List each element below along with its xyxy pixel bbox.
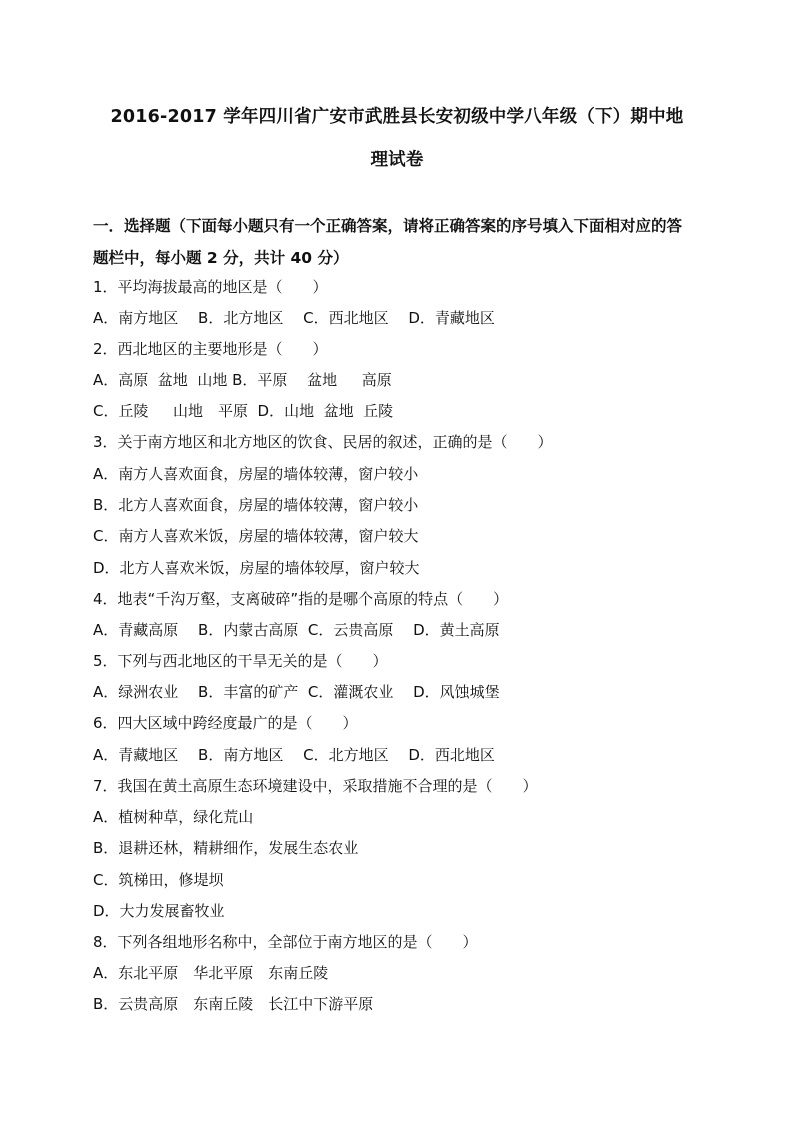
exam-title-line-2: 理试卷 (370, 150, 424, 170)
question-5-options: A．绿洲农业 B．丰富的矿产 C．灌溉农业 D．风蚀城堡 (93, 683, 500, 701)
question-3-option-d: D．北方人喜欢米饭，房屋的墙体较厚，窗户较大 (93, 559, 420, 577)
section-heading-line-2: 题栏中，每小题 2 分，共计 40 分） (93, 249, 349, 267)
question-8-option-a: A．东北平原 华北平原 东南丘陵 (93, 964, 329, 982)
question-2-options-cd: C．丘陵 山地 平原 D．山地 盆地 丘陵 (93, 402, 394, 420)
question-7-option-d: D．大力发展畜牧业 (93, 902, 225, 920)
question-7-option-c: C．筑梯田，修堤坝 (93, 871, 224, 889)
question-7-option-b: B．退耕还林，精耕细作，发展生态农业 (93, 839, 359, 857)
question-3-option-b: B．北方人喜欢面食，房屋的墙体较薄，窗户较小 (93, 496, 419, 514)
question-4-options: A．青藏高原 B．内蒙古高原 C．云贵高原 D．黄土高原 (93, 621, 500, 639)
section-heading-line-1: 一．选择题（下面每小题只有一个正确答案，请将正确答案的序号填入下面相对应的答 (93, 217, 683, 235)
question-7-option-a: A．植树种草，绿化荒山 (93, 808, 254, 826)
exam-title-line-1: 2016-2017 学年四川省广安市武胜县长安初级中学八年级（下）期中地 (110, 107, 684, 127)
question-7: 7．我国在黄土高原生态环境建设中，采取措施不合理的是（ ） (93, 777, 538, 795)
question-3: 3．关于南方地区和北方地区的饮食、民居的叙述，正确的是（ ） (93, 433, 553, 451)
question-3-option-c: C．南方人喜欢米饭，房屋的墙体较薄，窗户较大 (93, 527, 419, 545)
question-2: 2．西北地区的主要地形是（ ） (93, 340, 328, 358)
question-6: 6．四大区域中跨经度最广的是（ ） (93, 714, 358, 732)
question-6-options: A．青藏地区 B．南方地区 C．北方地区 D．西北地区 (93, 746, 495, 764)
question-2-options-ab: A．高原 盆地 山地 B．平原 盆地 高原 (93, 371, 392, 389)
question-3-option-a: A．南方人喜欢面食，房屋的墙体较薄，窗户较小 (93, 465, 419, 483)
question-8: 8．下列各组地形名称中，全部位于南方地区的是（ ） (93, 933, 478, 951)
question-1: 1．平均海拔最高的地区是（ ） (93, 278, 328, 296)
question-8-option-b: B．云贵高原 东南丘陵 长江中下游平原 (93, 995, 374, 1013)
question-5: 5．下列与西北地区的干旱无关的是（ ） (93, 652, 388, 670)
question-4: 4．地表“千沟万壑，支离破碎”指的是哪个高原的特点（ ） (93, 590, 509, 608)
question-1-options: A．南方地区 B．北方地区 C．西北地区 D．青藏地区 (93, 309, 495, 327)
